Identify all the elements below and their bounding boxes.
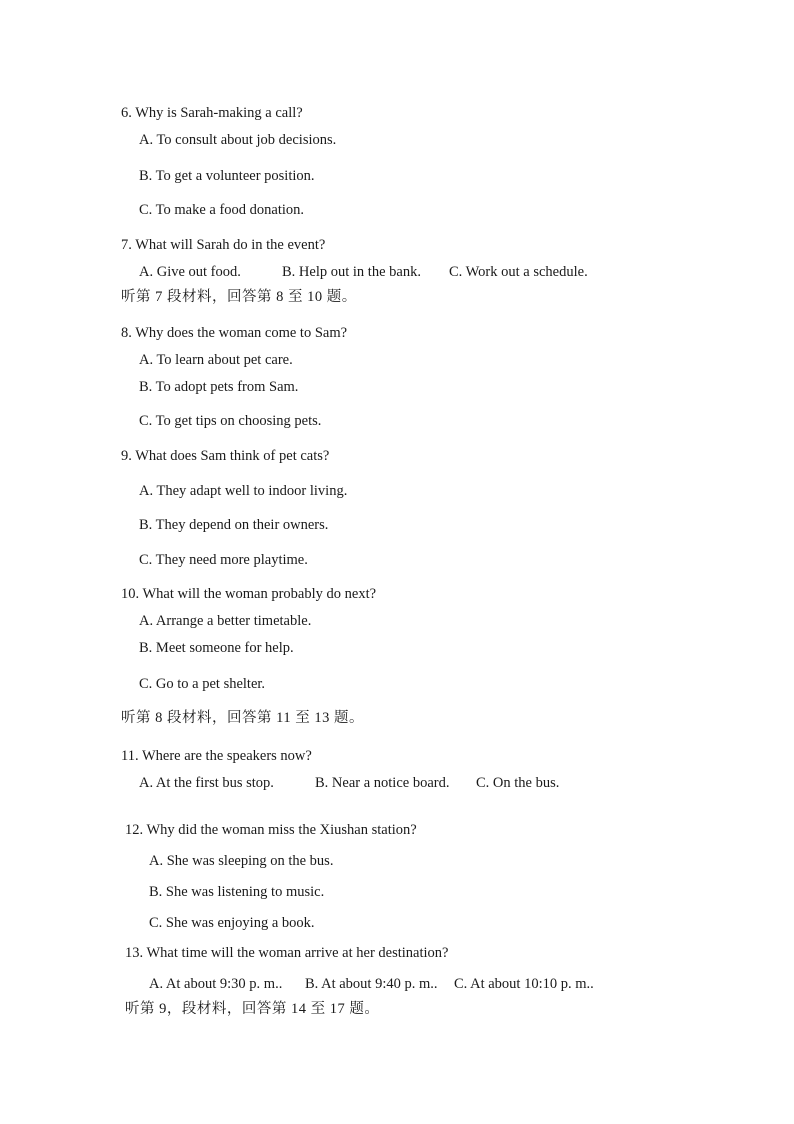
question-13-option-c: C. At about 10:10 p. m..	[454, 976, 594, 992]
question-8: 8. Why does the woman come to Sam?	[121, 325, 348, 341]
section-heading-7: 听第 7 段材料，回答第 8 至 10 题。	[121, 289, 357, 305]
question-7: 7. What will Sarah do in the event?	[121, 237, 326, 253]
question-8-option-c: C. To get tips on choosing pets.	[139, 413, 322, 429]
question-12-option-a: A. She was sleeping on the bus.	[149, 853, 334, 869]
question-10: 10. What will the woman probably do next?	[121, 586, 377, 602]
question-6: 6. Why is Sarah-making a call?	[121, 105, 303, 121]
question-12: 12. Why did the woman miss the Xiushan station?	[125, 822, 417, 838]
question-9: 9. What does Sam think of pet cats?	[121, 448, 330, 464]
question-13-option-a: A. At about 9:30 p. m..	[149, 976, 283, 992]
question-12-option-c: C. She was enjoying a book.	[149, 915, 315, 931]
question-11-option-a: A. At the first bus stop.	[139, 775, 274, 791]
question-12-option-b: B. She was listening to music.	[149, 884, 325, 900]
question-11-option-c: C. On the bus.	[476, 775, 560, 791]
question-11-option-b: B. Near a notice board.	[315, 775, 450, 791]
question-10-option-a: A. Arrange a better timetable.	[139, 613, 312, 629]
question-6-option-a: A. To consult about job decisions.	[139, 132, 337, 148]
section-heading-8: 听第 8 段材料，回答第 11 至 13 题。	[121, 710, 364, 726]
section-heading-9: 听第 9，段材料，回答第 14 至 17 题。	[125, 1001, 380, 1017]
question-7-option-b: B. Help out in the bank.	[282, 264, 421, 280]
question-9-option-a: A. They adapt well to indoor living.	[139, 483, 348, 499]
question-10-option-b: B. Meet someone for help.	[139, 640, 294, 656]
question-7-option-a: A. Give out food.	[139, 264, 241, 280]
question-11: 11. Where are the speakers now?	[121, 748, 312, 764]
question-9-option-b: B. They depend on their owners.	[139, 517, 329, 533]
question-13-option-b: B. At about 9:40 p. m..	[305, 976, 438, 992]
question-8-option-b: B. To adopt pets from Sam.	[139, 379, 299, 395]
question-13: 13. What time will the woman arrive at her destination?	[125, 945, 449, 961]
question-6-option-b: B. To get a volunteer position.	[139, 168, 315, 184]
question-8-option-a: A. To learn about pet care.	[139, 352, 293, 368]
question-9-option-c: C. They need more playtime.	[139, 552, 308, 568]
question-6-option-c: C. To make a food donation.	[139, 202, 305, 218]
question-10-option-c: C. Go to a pet shelter.	[139, 676, 266, 692]
question-7-option-c: C. Work out a schedule.	[449, 264, 588, 280]
